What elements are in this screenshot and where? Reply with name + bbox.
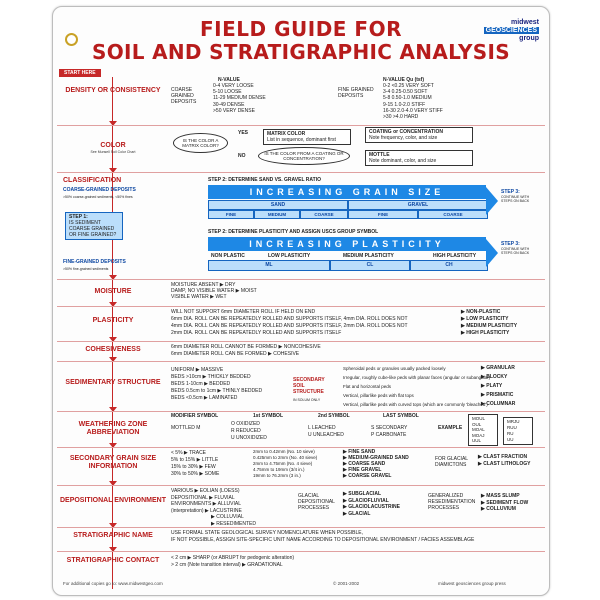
gravel-fine: FINE <box>348 210 418 219</box>
step2-sand-gravel: STEP 2: DETERMINE SAND VS. GRAVEL RATIO <box>208 177 321 183</box>
second-symbol-header: 2nd SYMBOL <box>318 413 350 419</box>
step3-fine-desc: CONTINUE WITH STEPS ON BACK <box>501 247 530 255</box>
first-symbol-header: 1st SYMBOL <box>253 413 284 419</box>
divider <box>57 447 545 448</box>
divider <box>57 279 545 280</box>
example-codes-1: MOUL OUL MOAL MOAJ UUL <box>468 414 498 446</box>
first-symbol-list: O OXIDIZED R REDUCED U UNOXIDIZED <box>231 421 267 441</box>
coarse-density-list: 0-4 VERY LOOSE 5-10 LOOSE 11-29 MEDIUM DENSE 30-49 DENSE >50 VERY DENSE <box>213 83 266 114</box>
section-cohesiveness: COHESIVENESS <box>85 346 141 353</box>
gravel-band: GRAVEL <box>348 200 488 210</box>
logo-mid: GEOSCIENCES <box>485 27 537 34</box>
logo-bottom: group <box>519 35 539 42</box>
yes-label: YES <box>238 130 249 136</box>
section-color: COLOR See Munsell Soil Color Chart <box>90 142 136 154</box>
glacial-process-list: ▶ SUBGLACIAL ▶ GLACIOFLUVIAL ▶ GLACIOLACUSTRINE ▶ GLACIAL <box>343 491 400 517</box>
section-secondary-grain: SECONDARY GRAIN SIZE INFORMATION <box>69 455 157 470</box>
section-classification: CLASSIFICATION <box>63 177 122 184</box>
divider <box>57 485 545 486</box>
last-symbol-list: S SECONDARY P CARBONATE <box>371 425 408 438</box>
mottle-box: MOTTLE Note dominant, color, and size <box>365 150 473 166</box>
start-here-badge: START HERE <box>59 69 101 77</box>
step3-coarse: STEP 3: <box>501 189 520 195</box>
bedding-list: UNIFORM ▶ MASSIVE BEDS >10cm ▶ THICKLY BEDDED BEDS 1-10cm ▶ BEDDED BEDS 0.5cm to 1cm ▶ THINLY BEDDED BEDS <0.5cm ▶ LAMINATED <box>171 367 263 401</box>
section-moisture: MOISTURE <box>94 288 132 295</box>
section-sedimentary: SEDIMENTARY STRUCTURE <box>65 379 161 386</box>
section-depositional: DEPOSITIONAL ENVIRONMENT <box>59 497 167 504</box>
glacial-processes-label: GLACIAL DEPOSITIONAL PROCESSES <box>298 493 335 511</box>
fine-grained-label: FINE-GRAINED DEPOSITS <box>63 259 126 265</box>
fine-grained-sub: >50% fine-grained sediments <box>63 267 109 271</box>
ch-band: CH <box>410 260 488 271</box>
section-plasticity: PLASTICITY <box>92 317 134 324</box>
gravel-coarse: COARSE <box>418 210 488 219</box>
low-plasticity-label: LOW PLASTICITY <box>268 253 311 259</box>
proportion-list: < 5% ▶ TRACE 5% to 15% ▶ LITTLE 15% to 30% ▶ FEW 30% to 50% ▶ SOME <box>171 450 220 477</box>
no-label: NO <box>238 153 246 159</box>
divider <box>57 527 545 528</box>
environment-list: VARIOUS ▶ EOLIAN (LOESS) DEPOSITIONAL ▶ FLUVIAL ENVIRONMENTS ▶ ALLUVIAL (interpretation) ▶ LACUSTRINE ▶ COLLUVIAL ▶ RESEDIMENTED <box>171 488 256 527</box>
ped-descriptions: Spheroidal peds or granules usually packed loosely Irregular, roughly cube-like peds with planar faces (angular or subangular) Flat and horizontal peds Vertical, pillarlike peds with flat tops Vertical, pillarlike peds with curved tops (which are commonly 'bleached') <box>343 366 491 407</box>
footer-website: For additional copies go to: www.midwestgeo.com <box>63 581 163 586</box>
footer-copyright: © 2001-2002 <box>333 581 360 586</box>
field-guide-card <box>52 6 550 596</box>
plasticity-band: INCREASING PLASTICITY <box>208 237 486 251</box>
divider <box>57 125 545 126</box>
nvalue-header: N-VALUE <box>218 77 240 83</box>
coarse-deposits-label: COARSE GRAINED DEPOSITS <box>171 87 197 105</box>
size-range-list: 2mm to 0.42mm (No. 10 sieve) 0.425mm to 2mm (No. 40 sieve) 2mm to 4.75mm (No. 4 sieve) 4.75mm to 19mm (3/4 in.) 19mm to 76.2mm (3 in.) <box>253 449 318 478</box>
example-label: EXAMPLE <box>438 425 463 431</box>
section-strat-name: STRATIGRAPHIC NAME <box>73 532 153 539</box>
solum-only-label: IN SOLUM ONLY <box>293 398 321 402</box>
step3-fine: STEP 3: <box>501 241 520 247</box>
strat-name-text: USE FORMAL STATE GEOLOGICAL SURVEY NOMENCLATURE WHEN POSSIBLE, IF NOT POSSIBLE, ASSIGN SITE-SPECIFIC UNIT NAME ACCORDING TO DEPOSITIONAL ENVIRONMENT / FACIES ASSEMBLAGE <box>171 530 475 543</box>
ml-band: ML <box>208 260 330 271</box>
resedimentation-label: GENERALIZED RESEDIMENTATION PROCESSES <box>428 493 476 511</box>
grain-size-band: INCREASING GRAIN SIZE <box>208 185 486 199</box>
divider <box>57 172 545 173</box>
matrix-question-oval: IS THE COLOR A MATRIX COLOR? <box>173 133 228 153</box>
coarse-grained-label: COARSE-GRAINED DEPOSITS <box>63 187 136 193</box>
section-density: DENSITY OR CONSISTENCY <box>65 87 161 94</box>
sand-band: SAND <box>208 200 348 210</box>
coating-question-oval: IS THE COLOR FROM A COATING OR CONCENTRATION? <box>258 147 350 165</box>
divider <box>57 411 545 412</box>
sand-fine: FINE <box>208 210 254 219</box>
cl-band: CL <box>330 260 410 271</box>
divider <box>57 551 545 552</box>
step3-coarse-desc: CONTINUE WITH STEPS ON BACK <box>501 195 530 203</box>
last-symbol-header: LAST SYMBOL <box>383 413 419 419</box>
ped-results: ▶ GRANULAR ▶ BLOCKY ▶ PLATY ▶ PRISMATIC ▶ COLUMNAR <box>481 365 516 407</box>
secondary-structure-label: SECONDARY SOIL STRUCTURE <box>293 377 325 395</box>
band-arrow-icon <box>486 239 498 267</box>
contact-list: < 2 cm ▶ SHARP (or ABRUPT for pedogenic alteration) > 2 cm (Note transition interval) ▶ GRADATIONAL <box>171 555 295 568</box>
step2-plasticity: STEP 2: DETERMINE PLASTICITY AND ASSIGN USCS GROUP SYMBOL <box>208 229 379 235</box>
medium-plasticity-label: MEDIUM PLASTICITY <box>343 253 394 259</box>
sand-coarse: COARSE <box>300 210 348 219</box>
second-symbol-list: L LEACHED U UNLEACHED <box>308 425 344 438</box>
divider <box>57 306 545 307</box>
moisture-list: MOISTURE ABSENT ▶ DRY DAMP, NO VISIBLE WATER ▶ MOIST VISIBLE WATER ▶ WET <box>171 282 257 301</box>
coarse-grained-sub: >50% coarse-grained sediments, <50% fines <box>63 195 133 199</box>
section-strat-contact: STRATIGRAPHIC CONTACT <box>66 557 160 564</box>
coating-box: COATING or CONCENTRATION Note frequency, color, and size <box>365 127 473 143</box>
example-codes-2: MRJU RUU RU UU <box>503 417 533 445</box>
plasticity-results: ▶ NON-PLASTIC ▶ LOW PLASTICITY ▶ MEDIUM PLASTICITY ▶ HIGH PLASTICITY <box>461 309 518 336</box>
step1-box: STEP 1: IS SEDIMENT COARSE GRAINED OR FINE GRAINED? <box>65 212 123 240</box>
matrix-color-box: MATRIX COLOR List in sequence, dominant first <box>263 129 351 145</box>
band-arrow-icon <box>486 187 498 215</box>
divider <box>57 341 545 342</box>
high-plasticity-label: HIGH PLASTICITY <box>433 253 477 259</box>
grain-results: ▶ FINE SAND ▶ MEDIUM-GRAINED SAND ▶ COARSE SAND ▶ FINE GRAVEL ▶ COARSE GRAVEL <box>343 449 409 479</box>
clast-results: ▶ CLAST FRACTION ▶ CLAST LITHOLOGY <box>478 454 531 467</box>
plasticity-tests: WILL NOT SUPPORT 6mm DIAMETER ROLL IF HELD ON END 6mm DIA. ROLL CAN BE REPEATEDLY ROLLED AND SUPPORTS ITSELF, 4mm DIA. ROLL DOES NOT 4mm DIA. ROLL CAN BE REPEATEDLY ROLLED AND SUPPORTS ITSELF, 2mm DIA. ROLL DOES NOT 2mm DIA. ROLL CAN BE REPEATEDLY ROLLED AND SUPPORTS ITSELF <box>171 309 408 336</box>
qu-header: N-VALUE Qu (tsf) <box>383 77 425 83</box>
section-weathering: WEATHERING ZONE ABBREVIATION <box>78 421 148 436</box>
title-line-1: FIELD GUIDE FOR <box>200 17 402 41</box>
nonplastic-label: NON PLASTIC <box>211 253 245 259</box>
modifier-list: MOTTLED M <box>171 425 201 431</box>
publisher-logo <box>484 19 539 43</box>
logo-top: midwest <box>510 19 539 26</box>
footer-publisher: midwest geosciences group press <box>438 581 506 586</box>
for-glacial-label: FOR GLACIAL DIAMICTONS <box>435 456 468 468</box>
cohesiveness-list: 6mm DIAMETER ROLL CANNOT BE FORMED ▶ NONCOHESIVE 6mm DIAMETER ROLL CAN BE FORMED ▶ COHESIVE <box>171 344 321 357</box>
sand-medium: MEDIUM <box>254 210 300 219</box>
fine-consistency-list: 0-2 <0.25 VERY SOFT 3-4 0.25-0.50 SOFT 5-8 0.50-1.0 MEDIUM 9-15 1.0-2.0 STIFF 16-30 2.0-4.0 VERY STIFF >30 >4.0 HARD <box>383 83 443 121</box>
title-line-2: SOIL AND STRATIGRAPHIC ANALYSIS <box>92 40 510 64</box>
resedimentation-list: ▶ MASS SLUMP ▶ SEDIMENT FLOW ▶ COLLUVIUM <box>481 493 529 512</box>
fine-deposits-label: FINE GRAINED DEPOSITS <box>338 87 374 99</box>
divider <box>57 361 545 362</box>
modifier-header: MODIFIER SYMBOL <box>171 413 219 419</box>
